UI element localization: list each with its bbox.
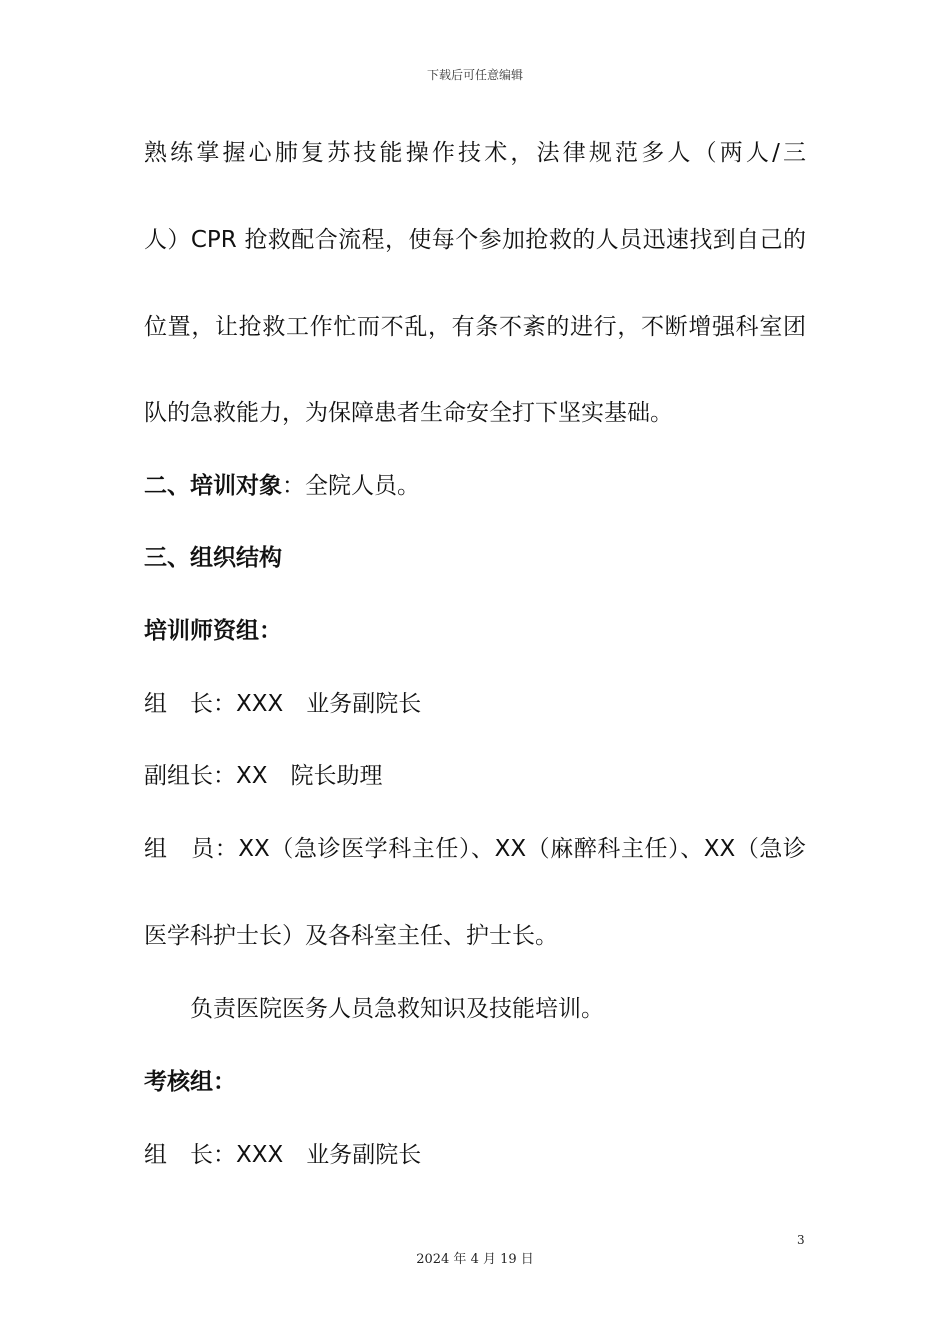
group-duty-line: 负责医院医务人员急救知识及技能培训。	[190, 996, 604, 1022]
section-value: ：全院人员。	[282, 473, 420, 499]
group-members-line: 组 员：XX（急诊医学科主任）、XX（麻醉科主任）、XX（急诊	[144, 836, 806, 862]
group-deputy-line: 副组长：XX 院长助理	[144, 763, 383, 789]
paragraph-line: 熟练掌握心肺复苏技能操作技术，法律规范多人（两人/三	[144, 140, 806, 166]
group-leader-line: 组 长：XXX 业务副院长	[144, 1142, 422, 1168]
paragraph-line: 队的急救能力，为保障患者生命安全打下坚实基础。	[144, 400, 673, 426]
section-training-target	[144, 471, 420, 501]
paragraph-line: 位置，让抢救工作忙而不乱，有条不紊的进行，不断增强科室团	[144, 314, 806, 340]
footer-date: 2024 年 4 月 19 日	[416, 1252, 534, 1267]
section-heading: 二、培训对象	[144, 473, 282, 499]
group-leader-line: 组 长：XXX 业务副院长	[144, 691, 422, 717]
subsection-heading: 考核组：	[144, 1069, 236, 1095]
group-members-line: 医学科护士长）及各科室主任、护士长。	[144, 923, 558, 949]
page-number: 3	[797, 1233, 805, 1247]
header-note: 下载后可任意编辑	[426, 68, 523, 82]
section-heading: 三、组织结构	[144, 545, 282, 571]
paragraph-line: 人）CPR 抢救配合流程，使每个参加抢救的人员迅速找到自己的	[144, 227, 806, 253]
subsection-heading: 培训师资组：	[144, 618, 282, 644]
